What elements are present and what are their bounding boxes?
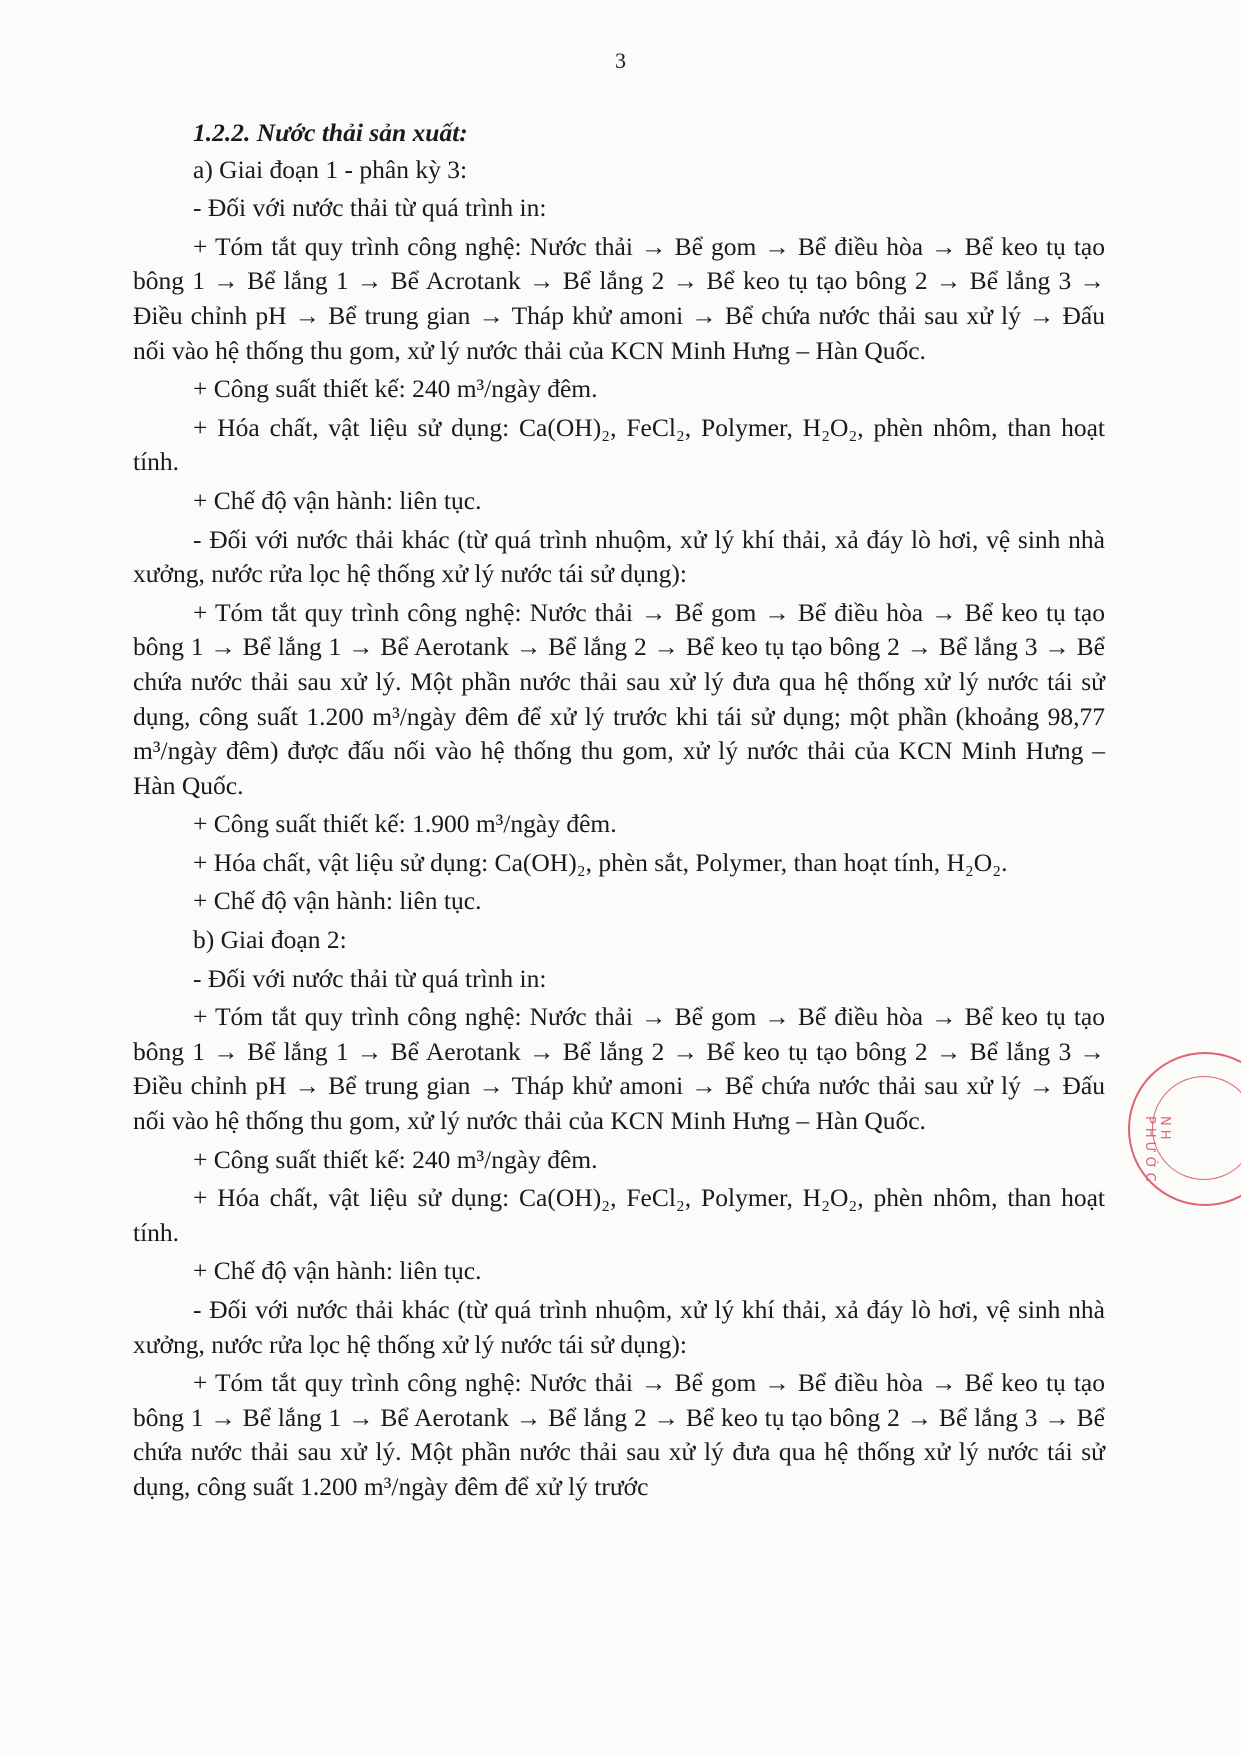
paragraph: + Công suất thiết kế: 240 m³/ngày đêm. (193, 374, 598, 404)
paragraph: - Đối với nước thải khác (từ quá trình nhuộm, xử lý khí thải, xả đáy lò hơi, vệ sinh nhà xưởng, nước rửa lọc hệ thống xử lý nước tái sử dụng): (133, 1295, 1105, 1359)
paragraph: - Đối với nước thải từ quá trình in: (193, 193, 547, 223)
paragraph: + Chế độ vận hành: liên tục. (193, 886, 482, 916)
paragraph: - Đối với nước thải từ quá trình in: (193, 963, 547, 993)
document-body (133, 116, 1105, 1509)
paragraph: + Chế độ vận hành: liên tục. (193, 485, 482, 515)
paragraph: b) Giai đoạn 2: (193, 925, 347, 955)
paragraph: + Công suất thiết kế: 240 m³/ngày đêm. (193, 1144, 598, 1174)
stamp-text: NH PHƯỚC (1142, 1116, 1172, 1186)
paragraph: + Tóm tắt quy trình công nghệ: Nước thải → Bể gom → Bể điều hòa → Bể keo tụ tạo bông 1 → Bể lắng 1 → Bể Aerotank → Bể lắng 2 → Bể keo tụ tạo bông 2 → Bể lắng 3 → Bể chứa nước thải sau xử lý. Một phần nước thải sau xử lý đưa qua hệ thống xử lý nước tái sử dụng, công suất 1.200 m³/ngày đêm để xử lý trước (133, 1368, 1105, 1501)
section-heading: 1.2.2. Nước thải sản xuất: (193, 118, 468, 147)
official-stamp (1128, 1052, 1241, 1206)
page-number: 3 (615, 48, 626, 73)
paragraph: + Tóm tắt quy trình công nghệ: Nước thải → Bể gom → Bể điều hòa → Bể keo tụ tạo bông 1 → Bể lắng 1 → Bể Aerotank → Bể lắng 2 → Bể keo tụ tạo bông 2 → Bể lắng 3 → Điều chỉnh pH → Bể trung gian → Tháp khử amoni → Bể chứa nước thải sau xử lý → Đấu nối vào hệ thống thu gom, xử lý nước thải của KCN Minh Hưng – Hàn Quốc. (133, 1002, 1105, 1136)
paragraph: + Hóa chất, vật liệu sử dụng: Ca(OH)₂, FeCl₂, Polymer, H₂O₂, phèn nhôm, than hoạt tính. (133, 1183, 1105, 1247)
paragraph: + Hóa chất, vật liệu sử dụng: Ca(OH)₂, phèn sắt, Polymer, than hoạt tính, H₂O₂. (193, 847, 1008, 877)
paragraph: + Hóa chất, vật liệu sử dụng: Ca(OH)₂, FeCl₂, Polymer, H₂O₂, phèn nhôm, than hoạt tính. (133, 412, 1105, 477)
paragraph: + Công suất thiết kế: 1.900 m³/ngày đêm. (193, 809, 617, 839)
paragraph: - Đối với nước thải khác (từ quá trình nhuộm, xử lý khí thải, xả đáy lò hơi, vệ sinh nhà xưởng, nước rửa lọc hệ thống xử lý nước tái sử dụng): (133, 524, 1105, 589)
paragraph: + Tóm tắt quy trình công nghệ: Nước thải → Bể gom → Bể điều hòa → Bể keo tụ tạo bông 1 → Bể lắng 1 → Bể Aerotank → Bể lắng 2 → Bể keo tụ tạo bông 2 → Bể lắng 3 → Bể chứa nước thải sau xử lý. Một phần nước thải sau xử lý đưa qua hệ thống xử lý nước tái sử dụng, công suất 1.200 m³/ngày đêm để xử lý trước khi tái sử dụng; một phần (khoảng 98,77 m³/ngày đêm) được đấu nối vào hệ thống thu gom, xử lý nước thải của KCN Minh Hưng – Hàn Quốc. (133, 597, 1105, 800)
paragraph: + Chế độ vận hành: liên tục. (193, 1256, 482, 1286)
paragraph: a) Giai đoạn 1 - phân kỳ 3: (193, 154, 468, 184)
paragraph: + Tóm tắt quy trình công nghệ: Nước thải → Bể gom → Bể điều hòa → Bể keo tụ tạo bông 1 → Bể lắng 1 → Bể Acrotank → Bể lắng 2 → Bể keo tụ tạo bông 2 → Bể lắng 3 → Điều chỉnh pH → Bể trung gian → Tháp khử amoni → Bể chứa nước thải sau xử lý → Đấu nối vào hệ thống thu gom, xử lý nước thải của KCN Minh Hưng – Hàn Quốc. (133, 231, 1105, 365)
